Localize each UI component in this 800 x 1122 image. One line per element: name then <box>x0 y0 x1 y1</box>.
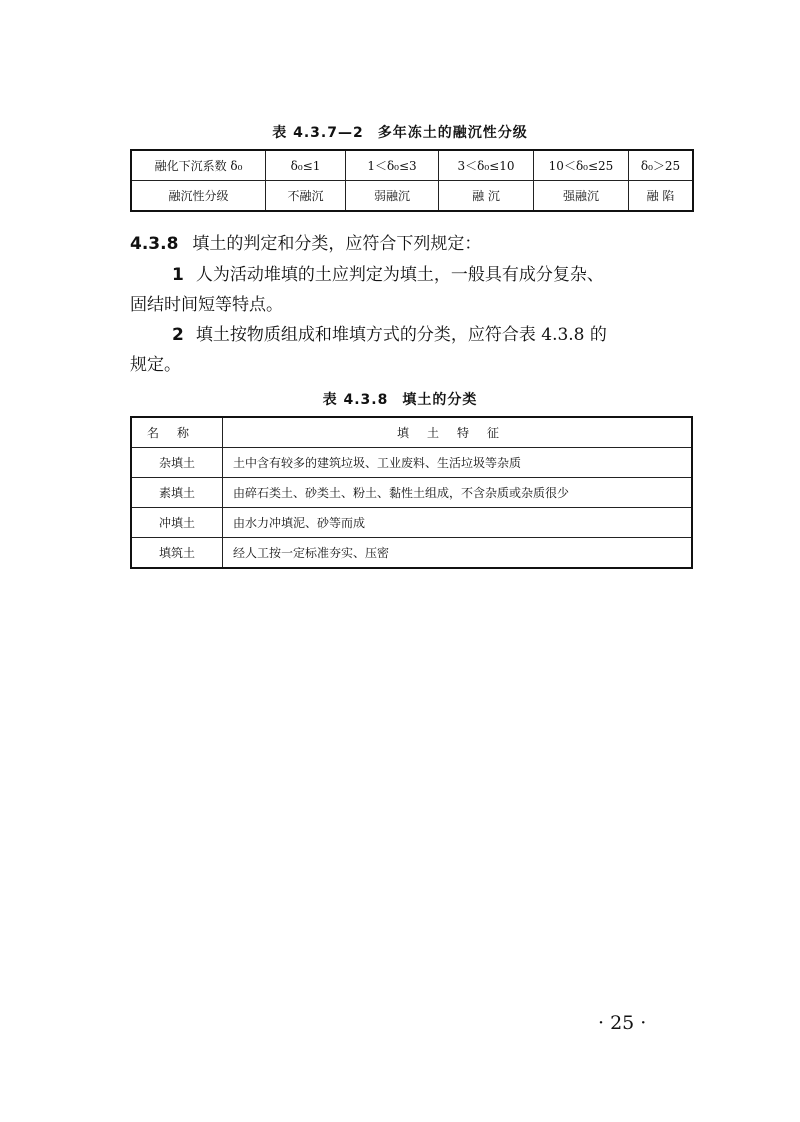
table-cell: 1＜δ₀≤3 <box>346 150 439 181</box>
table-cell: δ₀＞25 <box>629 150 694 181</box>
table1-caption <box>0 122 800 142</box>
table1-caption-number: 表 4.3.7—2 <box>272 125 364 141</box>
item-1-number: 1 <box>172 265 184 285</box>
table-cell: 弱融沉 <box>346 181 439 212</box>
table-cell: 填筑土 <box>131 538 223 569</box>
table-cell: 土中含有较多的建筑垃圾、工业废料、生活垃圾等杂质 <box>223 448 693 478</box>
item-1-text: 人为活动堆填的土应判定为填土，一般具有成分复杂、 <box>195 265 604 285</box>
table-cell: 不融沉 <box>266 181 346 212</box>
table2-caption <box>0 389 800 409</box>
section-number: 4.3.8 <box>130 234 179 254</box>
table-cell: 由碎石类土、砂类土、粉土、黏性土组成，不含杂质或杂质很少 <box>223 478 693 508</box>
item-1-continued: 固结时间短等特点。 <box>130 295 283 315</box>
table-cell: 10＜δ₀≤25 <box>534 150 629 181</box>
page-number: · 25 · <box>598 1012 647 1034</box>
fill-classification-table <box>130 416 693 569</box>
table-cell: 融 沉 <box>439 181 534 212</box>
table-cell: δ₀≤1 <box>266 150 346 181</box>
section-heading <box>130 229 481 259</box>
item-2-number: 2 <box>172 325 184 345</box>
table-cell: 由水力冲填泥、砂等而成 <box>223 508 693 538</box>
column-header-features: 填土特征 <box>223 417 693 448</box>
table-row <box>131 150 693 181</box>
item-2-text: 填土按物质组成和堆填方式的分类，应符合表 4.3.8 的 <box>195 325 607 345</box>
table-cell: 经人工按一定标准夯实、压密 <box>223 538 693 569</box>
table-row <box>131 508 692 538</box>
table-cell: 冲填土 <box>131 508 223 538</box>
table2-caption-number: 表 4.3.8 <box>322 392 389 408</box>
table-cell: 3＜δ₀≤10 <box>439 150 534 181</box>
item-2 <box>172 320 607 350</box>
table2-caption-title: 填土的分类 <box>402 392 478 408</box>
table-row <box>131 538 692 569</box>
table-cell: 融 陷 <box>629 181 694 212</box>
row-header-grade: 融沉性分级 <box>131 181 266 212</box>
row-header-coefficient: 融化下沉系数 δ₀ <box>131 150 266 181</box>
table-header-row <box>131 417 692 448</box>
table-cell: 强融沉 <box>534 181 629 212</box>
column-header-name: 名称 <box>131 417 223 448</box>
table-cell: 杂填土 <box>131 448 223 478</box>
table-row <box>131 478 692 508</box>
thaw-settlement-table <box>130 149 694 212</box>
table1-caption-title: 多年冻土的融沉性分级 <box>377 125 528 141</box>
item-1 <box>172 260 604 290</box>
section-heading-text: 填土的判定和分类，应符合下列规定： <box>192 234 482 254</box>
table-row <box>131 181 693 212</box>
table-cell: 素填土 <box>131 478 223 508</box>
table-row <box>131 448 692 478</box>
item-2-continued: 规定。 <box>130 355 181 375</box>
